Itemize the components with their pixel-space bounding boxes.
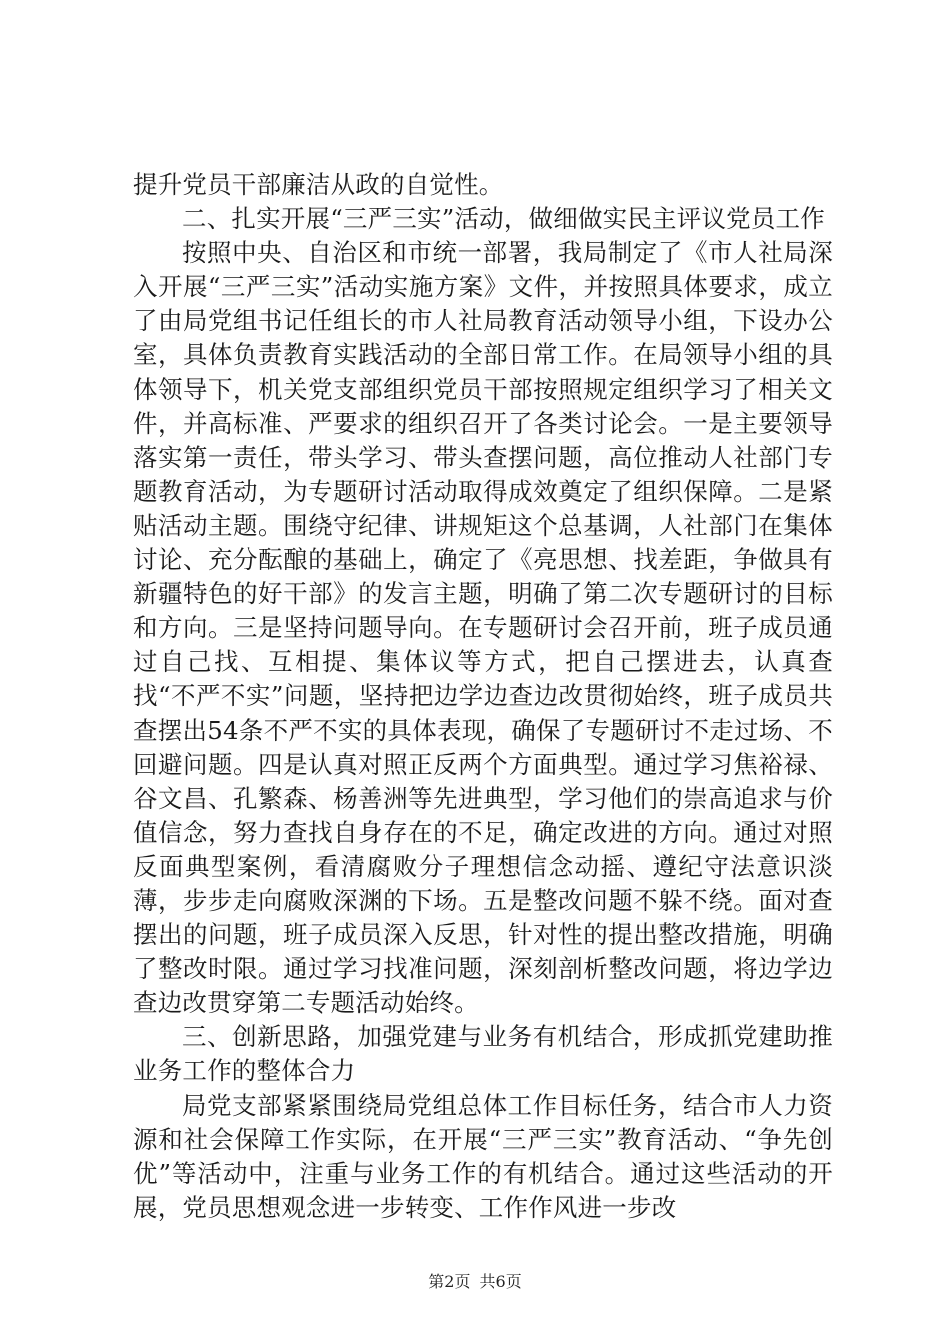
page-number-current: 第2页 [428, 1272, 471, 1291]
page-number-total: 共6页 [479, 1272, 522, 1291]
section-heading-3: 三、创新思路，加强党建与业务有机结合，形成抓党建助推业务工作的整体合力 [133, 1022, 833, 1086]
document-body [133, 168, 833, 1225]
paragraph-section-2-body: 按照中央、自治区和市统一部署，我局制定了《市人社局深入开展“三严三实”活动实施方案》文件，并按照具体要求，成立了由局党组书记任组长的市人社局教育活动领导小组，下设办公室，具体负责教育实践活动的全部日常工作。在局领导小组的具体领导下，机关党支部组织党员干部按照规定组织学习了相关文件，并高标准、严要求的组织召开了各类讨论会。一是主要领导落实第一责任，带头学习、带头查摆问题，高位推动人社部门专题教育活动，为专题研讨活动取得成效奠定了组织保障。二是紧贴活动主题。围绕守纪律、讲规矩这个总基调，人社部门在集体讨论、充分酝酿的基础上，确定了《亮思想、找差距，争做具有新疆特色的好干部》的发言主题，明确了第二次专题研讨的目标和方向。三是坚持问题导向。在专题研讨会召开前，班子成员通过自己找、互相提、集体议等方式，把自己摆进去，认真查找“不严不实”问题，坚持把边学边查边改贯彻始终，班子成员共查摆出54条不严不实的具体表现，确保了专题研讨不走过场、不回避问题。四是认真对照正反两个方面典型。通过学习焦裕禄、谷文昌、孔繁森、杨善洲等先进典型，学习他们的崇高追求与价值信念，努力查找自身存在的不足，确定改进的方向。通过对照反面典型案例，看清腐败分子理想信念动摇、遵纪守法意识淡薄，步步走向腐败深渊的下场。五是整改问题不躲不绕。面对查摆出的问题，班子成员深入反思，针对性的提出整改措施，明确了整改时限。通过学习找准问题，深刻剖析整改问题，将边学边查边改贯穿第二专题活动始终。 [133, 238, 833, 1018]
section-heading-2: 二、扎实开展“三严三实”活动，做细做实民主评议党员工作 [182, 204, 825, 234]
paragraph-continuation: 提升党员干部廉洁从政的自觉性。 [133, 170, 504, 199]
paragraph-section-3-body: 局党支部紧紧围绕局党组总体工作目标任务，结合市人力资源和社会保障工作实际，在开展“三严三实”教育活动、“争先创优”等活动中，注重与业务工作的有机结合。通过这些活动的开展，党员思想观念进一步转变、工作作风进一步改 [133, 1090, 833, 1222]
page-footer [0, 1272, 950, 1292]
